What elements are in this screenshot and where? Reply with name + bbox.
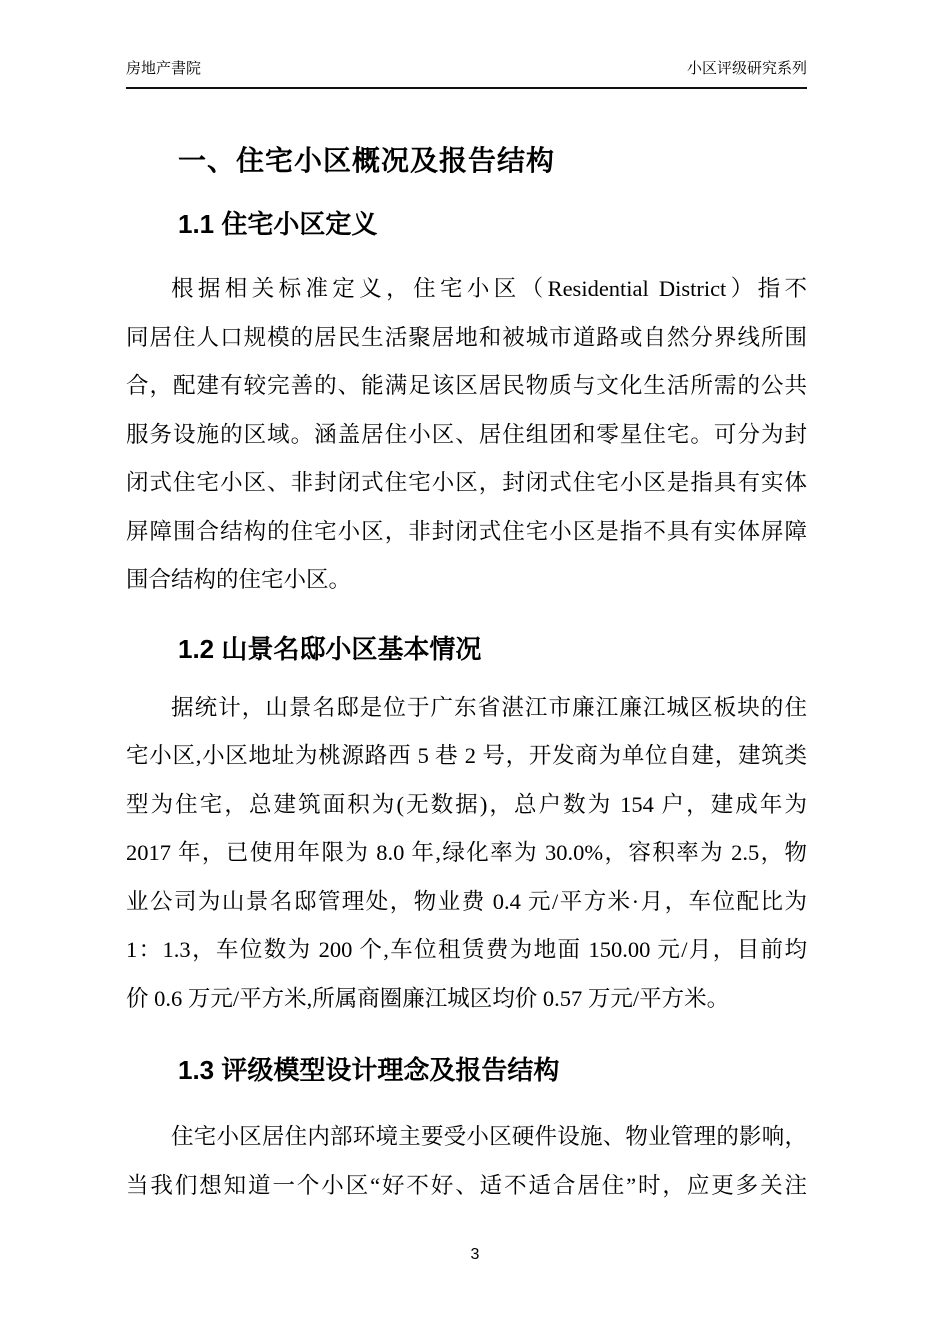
text-line: 宅小区,小区地址为桃源路西 5 巷 2 号，开发商为单位自建，建筑类 — [126, 743, 807, 768]
header-right-text: 小区评级研究系列 — [686, 60, 807, 77]
section-1-1-paragraph — [126, 265, 807, 605]
text-line: 围合结构的住宅小区。 — [126, 567, 352, 592]
section-heading-1-1: 1.1 住宅小区定义 — [178, 209, 378, 239]
section-heading-1-2: 1.2 山景名邸小区基本情况 — [178, 633, 482, 664]
text-line: 型为住宅，总建筑面积为(无数据)，总户数为 154 户，建成年为 — [126, 791, 807, 817]
text-line: 价 0.6 万元/平方米,所属商圈廉江城区均价 0.57 万元/平方米。 — [126, 985, 730, 1011]
text-line: 合，配建有较完善的、能满足该区居民物质与文化生活所需的公共 — [126, 373, 807, 398]
section-heading-1-3: 1.3 评级模型设计理念及报告结构 — [178, 1055, 560, 1085]
header-left-text: 房地产書院 — [126, 60, 202, 77]
section-1-2-paragraph — [126, 684, 807, 1024]
text-line: 屏障围合结构的住宅小区，非封闭式住宅小区是指不具有实体屏障 — [126, 518, 807, 544]
text-line: 业公司为山景名邸管理处，物业费 0.4 元/平方米·月，车位配比为 — [126, 888, 807, 914]
document-title: 一、住宅小区概况及报告结构 — [178, 145, 556, 176]
text-line: 根据相关标准定义，住宅小区（Residential District）指不 — [171, 276, 807, 301]
text-line: 服务设施的区域。涵盖居住小区、居住组团和零星住宅。可分为封 — [126, 421, 807, 447]
document-content — [126, 0, 807, 1210]
section-1-3-paragraph — [126, 1113, 807, 1210]
page-number: 3 — [470, 1246, 480, 1263]
text-line: 住宅小区居住内部环境主要受小区硬件设施、物业管理的影响， — [171, 1124, 807, 1149]
text-line: 据统计，山景名邸是位于广东省湛江市廉江廉江城区板块的住 — [171, 694, 807, 720]
text-line: 闭式住宅小区、非封闭式住宅小区，封闭式住宅小区是指具有实体 — [126, 470, 807, 495]
text-line: 1：1.3，车位数为 200 个,车位租赁费为地面 150.00 元/月，目前均 — [126, 937, 807, 962]
text-line: 同居住人口规模的居民生活聚居地和被城市道路或自然分界线所围 — [126, 324, 807, 350]
text-line: 2017 年，已使用年限为 8.0 年,绿化率为 30.0%，容积率为 2.5，物 — [126, 840, 807, 865]
text-line: 当我们想知道一个小区“好不好、适不适合居住”时，应更多关注 — [126, 1172, 807, 1198]
